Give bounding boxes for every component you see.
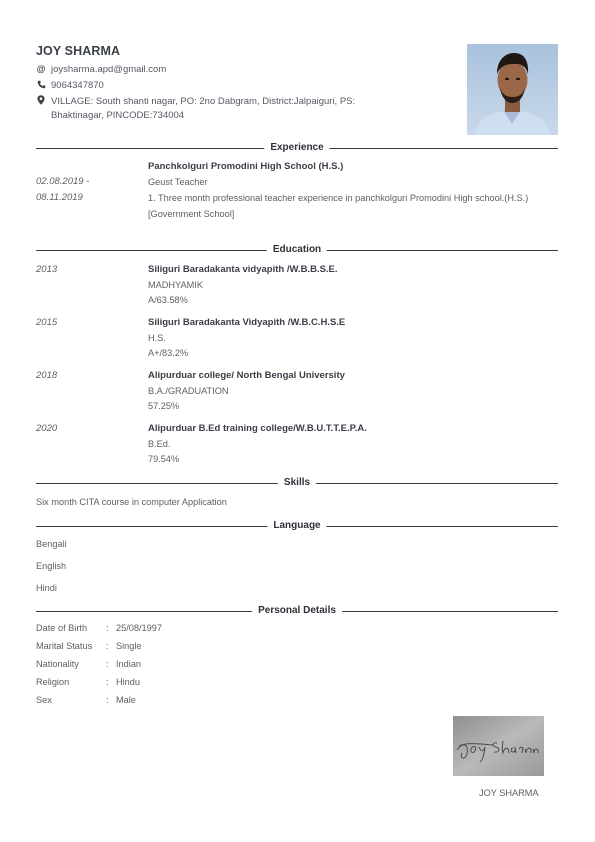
education-score: A/63.58% <box>148 295 188 305</box>
personal-separator: : <box>106 695 109 705</box>
education-score: 79.54% <box>148 454 180 464</box>
personal-value: Hindu <box>116 677 141 687</box>
education-year: 2018 <box>36 370 58 381</box>
experience-institution: Panchkolguri Promodini High School (H.S.) <box>148 161 344 172</box>
education-institution: Alipurduar college/ North Bengal University <box>148 370 345 381</box>
section-education-header <box>36 244 558 256</box>
education-institution: Siliguri Baradakanta Vidyapith /W.B.C.H.S.E <box>148 317 346 328</box>
signature-name: JOY SHARMA <box>479 788 539 798</box>
education-year: 2013 <box>36 264 58 275</box>
personal-separator: : <box>106 623 109 633</box>
phone-row <box>36 80 104 91</box>
experience-role: Geust Teacher <box>148 177 208 187</box>
personal-separator: : <box>106 641 109 651</box>
personal-value: Male <box>116 695 136 705</box>
personal-label: Marital Status <box>36 641 93 651</box>
section-title: Education <box>267 244 327 256</box>
personal-value: Indian <box>116 659 142 669</box>
address-text: VILLAGE: South shanti nagar, PO: 2no Dabgram, District:Jalpaiguri, PS: Bhaktinagar, PINCODE:734004 <box>51 96 356 121</box>
section-title: Skills <box>278 477 316 489</box>
education-course: MADHYAMIK <box>148 280 203 290</box>
section-experience-header <box>36 142 558 154</box>
language-item: Hindi <box>36 583 57 593</box>
signature-image <box>453 716 544 776</box>
section-title: Language <box>267 520 326 532</box>
education-year: 2015 <box>36 317 58 328</box>
phone-icon <box>36 80 46 91</box>
section-language-header <box>36 520 558 532</box>
education-institution: Siliguri Baradakanta vidyapith /W.B.B.S.E. <box>148 264 338 275</box>
section-title: Personal Details <box>252 605 342 617</box>
language-item: Bengali <box>36 539 67 549</box>
profile-photo <box>467 44 558 135</box>
personal-separator: : <box>106 659 109 669</box>
skills-text: Six month CITA course in computer Application <box>36 497 227 507</box>
section-personal-header <box>36 605 558 617</box>
section-skills-header <box>36 477 558 489</box>
email-row <box>36 64 166 75</box>
education-score: A+/83.2% <box>148 348 189 358</box>
email-text: joysharma.apd@gmail.com <box>51 64 167 75</box>
at-icon: @ <box>36 64 46 74</box>
education-institution: Alipurduar B.Ed training college/W.B.U.T.T.E.P.A. <box>148 423 367 434</box>
candidate-name: JOY SHARMA <box>36 44 121 58</box>
experience-description: 1. Three month professional teacher experience in panchkolguri Promodini High school.(H.S.) [Government School] <box>148 193 529 219</box>
personal-value: Single <box>116 641 142 651</box>
personal-separator: : <box>106 677 109 687</box>
location-pin-icon <box>36 95 46 107</box>
personal-value: 25/08/1997 <box>116 623 162 633</box>
personal-label: Religion <box>36 677 70 687</box>
address-row <box>36 95 396 123</box>
section-title: Experience <box>264 142 329 154</box>
education-course: H.S. <box>148 333 166 343</box>
education-course: B.Ed. <box>148 439 171 449</box>
education-year: 2020 <box>36 423 58 434</box>
experience-date: 02.08.2019 - 08.11.2019 <box>36 176 90 203</box>
personal-label: Date of Birth <box>36 623 88 633</box>
personal-label: Nationality <box>36 659 79 669</box>
education-score: 57.25% <box>148 401 180 411</box>
education-course: B.A./GRADUATION <box>148 386 229 396</box>
personal-label: Sex <box>36 695 52 705</box>
language-item: English <box>36 561 67 571</box>
phone-text: 9064347870 <box>51 80 104 91</box>
